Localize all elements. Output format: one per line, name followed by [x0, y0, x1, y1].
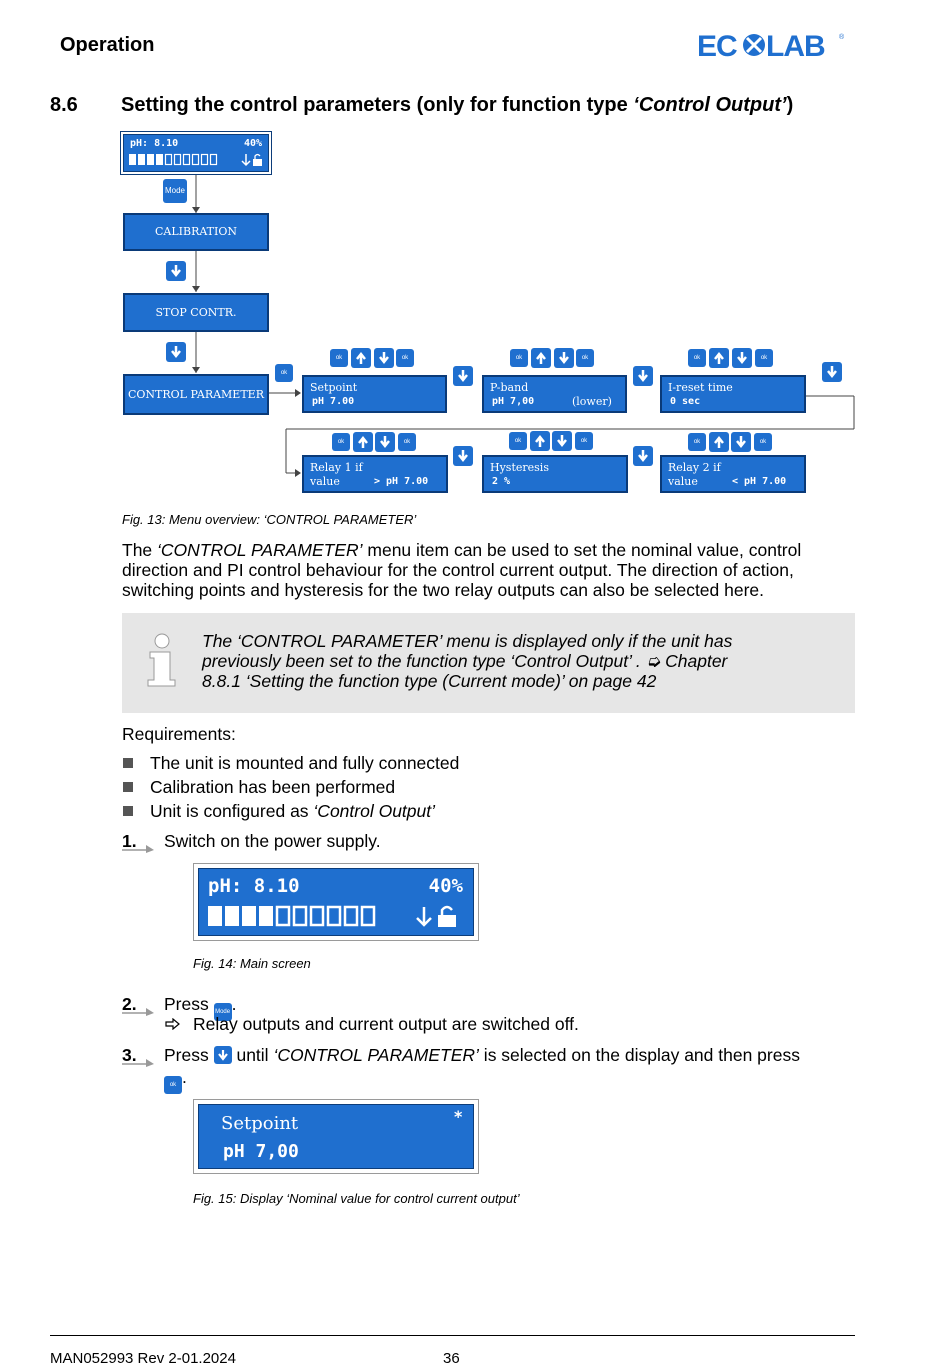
up-arrow-icon	[353, 432, 373, 452]
step-arrow-icon	[122, 1006, 156, 1016]
mode-button-icon: Mode	[163, 179, 187, 203]
ok-button-icon: ok	[396, 349, 414, 367]
ok-button-icon: ok	[755, 349, 773, 367]
down-arrow-icon	[453, 446, 473, 466]
header-section-title: Operation	[60, 34, 155, 56]
relay1-display: Relay 1 if value > pH 7.00	[302, 455, 448, 493]
up-arrow-icon	[709, 348, 729, 368]
section-title: Setting the control parameters (only for function type ‘Control Output’)	[121, 94, 794, 116]
menu-calibration: CALIBRATION	[123, 213, 269, 251]
info-icon	[145, 632, 179, 688]
down-arrow-icon	[633, 366, 653, 386]
ok-button-icon: ok	[754, 433, 772, 451]
step-arrow-icon	[122, 843, 156, 853]
requirements-heading: Requirements:	[122, 724, 236, 744]
info-text: The ‘CONTROL PARAMETER’ menu is displayed only if the unit has previously been set to the function type ‘Control Output’ . ➭ Chapter 8.8.1 ‘Setting the function type (Current mode)’ on page 42	[202, 631, 733, 691]
svg-text:EC: EC	[697, 30, 737, 61]
setpoint-lcd-value: pH 7,00	[223, 1141, 299, 1162]
down-arrow-icon	[731, 432, 751, 452]
up-arrow-icon	[530, 431, 550, 451]
p-band-display: P-band pH 7,00 (lower)	[482, 375, 627, 413]
bargraph-icon	[208, 905, 468, 929]
top-lcd-percent: 40%	[243, 138, 262, 149]
result-arrow-icon	[165, 1018, 181, 1030]
ok-button-icon: ok	[576, 349, 594, 367]
main-lcd-percent: 40%	[428, 875, 463, 897]
down-arrow-icon	[633, 446, 653, 466]
down-arrow-icon	[374, 348, 394, 368]
footer-page-number: 36	[443, 1350, 460, 1367]
step3-text-end: ok .	[164, 1067, 187, 1094]
bullet-icon	[123, 758, 133, 768]
down-arrow-icon	[166, 261, 186, 281]
down-arrow-icon	[453, 366, 473, 386]
step-number: 2.	[122, 994, 137, 1014]
ok-button-icon: ok	[575, 432, 593, 450]
down-arrow-icon	[552, 431, 572, 451]
setpoint-lcd-star: *	[453, 1107, 463, 1126]
up-arrow-icon	[531, 348, 551, 368]
svg-text:®: ®	[839, 34, 845, 41]
menu-stop-contr: STOP CONTR.	[123, 293, 269, 332]
top-lcd-display	[123, 134, 269, 172]
down-arrow-icon	[375, 432, 395, 452]
requirement-item: Unit is configured as ‘Control Output’	[150, 801, 436, 821]
top-lcd-ph: pH: 8.10	[130, 138, 179, 149]
ok-button-icon: ok	[275, 364, 293, 382]
bullet-icon	[123, 782, 133, 792]
ok-button-icon: ok	[330, 349, 348, 367]
down-arrow-icon	[822, 362, 842, 382]
down-arrow-icon	[166, 342, 186, 362]
relay2-display: Relay 2 if value < pH 7.00	[660, 455, 806, 493]
ok-button-icon: ok	[688, 349, 706, 367]
i-reset-time-display: I-reset time 0 sec	[660, 375, 806, 413]
ok-button-icon: ok	[688, 433, 706, 451]
ok-button-icon: ok	[332, 433, 350, 451]
step2-result: Relay outputs and current output are switched off.	[193, 1014, 579, 1034]
step-number: 1.	[122, 831, 137, 851]
bargraph-icon	[129, 153, 264, 167]
fig13-caption: Fig. 13: Menu overview: ‘CONTROL PARAMETER’	[122, 512, 417, 527]
footer-doc-number: MAN052993 Rev 2-01.2024	[50, 1350, 236, 1367]
footer-divider	[50, 1335, 855, 1336]
requirement-item: The unit is mounted and fully connected	[150, 753, 460, 773]
main-lcd-ph: pH: 8.10	[208, 875, 300, 897]
section-number: 8.6	[50, 94, 78, 116]
ok-button-icon: ok	[164, 1076, 182, 1094]
step-number: 3.	[122, 1045, 137, 1065]
setpoint-lcd	[198, 1104, 474, 1169]
fig14-caption: Fig. 14: Main screen	[193, 956, 311, 971]
bullet-icon	[123, 806, 133, 816]
mode-button-icon: Mode	[214, 1003, 232, 1021]
svg-text:LAB: LAB	[766, 30, 825, 61]
ok-button-icon: ok	[398, 433, 416, 451]
main-screen-lcd	[198, 868, 474, 936]
requirement-item: Calibration has been performed	[150, 777, 396, 797]
down-arrow-icon	[214, 1046, 232, 1064]
fig15-caption: Fig. 15: Display ‘Nominal value for control current output’	[193, 1191, 520, 1206]
step-arrow-icon	[122, 1057, 156, 1067]
setpoint-display: Setpoint pH 7.00	[302, 375, 447, 413]
step2-text: Press Mode.	[164, 994, 236, 1021]
down-arrow-icon	[554, 348, 574, 368]
ok-button-icon: ok	[509, 432, 527, 450]
setpoint-lcd-title: Setpoint	[221, 1113, 299, 1134]
hysteresis-display: Hysteresis 2 %	[482, 455, 628, 493]
step1-text: Switch on the power supply.	[164, 831, 381, 851]
up-arrow-icon	[709, 432, 729, 452]
menu-control-parameter: CONTROL PARAMETER	[123, 374, 269, 415]
step3-text: Press until ‘CONTROL PARAMETER’ is selected on the display and then press	[164, 1045, 800, 1065]
intro-paragraph: The ‘CONTROL PARAMETER’ menu item can be used to set the nominal value, control direction and PI control behaviour for the control current output. The direction of action, switching points and hysteresis for the two relay outputs can also be selected here.	[122, 540, 802, 600]
ok-button-icon: ok	[510, 349, 528, 367]
down-arrow-icon	[732, 348, 752, 368]
up-arrow-icon	[351, 348, 371, 368]
